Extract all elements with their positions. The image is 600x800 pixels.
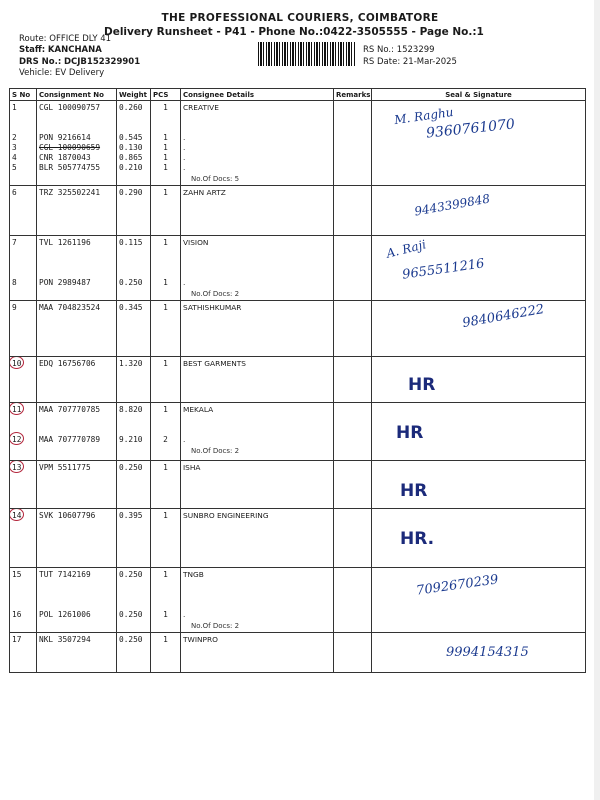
handwritten-signature: M. Raghu (393, 104, 455, 128)
consignment-no: TVL 1261196 (39, 238, 91, 247)
weight-value (119, 258, 148, 268)
pcs-cell (151, 357, 181, 403)
pcs-cell (151, 568, 181, 633)
weight-value: 0.210 (119, 163, 143, 172)
pcs-value: 1 (163, 303, 168, 312)
docs-count: No.Of Docs: 2 (191, 622, 240, 630)
vehicle-label: Vehicle: (19, 68, 53, 78)
table-row (10, 633, 586, 673)
weight-cell (117, 568, 151, 633)
sno-cell (10, 403, 37, 461)
table-row (10, 403, 586, 461)
col-consignment: Consignment No (37, 89, 117, 101)
signature-cell (372, 509, 586, 568)
dot-marker: . (183, 435, 186, 444)
remarks-cell (334, 633, 372, 673)
consignment-cell (37, 301, 117, 357)
consignment-no: SVK 10607796 (39, 511, 96, 520)
consignment-cell (37, 101, 117, 186)
consignee-cell (181, 301, 334, 357)
consignee-name: ZAHN ARTZ (183, 188, 226, 197)
signature-cell (372, 357, 586, 403)
sno-cell (10, 186, 37, 236)
docs-count: No.Of Docs: 5 (191, 175, 240, 183)
sno-cell (10, 633, 37, 673)
pcs-value: 1 (163, 143, 168, 152)
spacer (183, 590, 331, 600)
consignee-cell (181, 186, 334, 236)
rs-no-value: 1523299 (396, 45, 435, 55)
consignee-name: TWINPRO (183, 635, 218, 644)
route-value: OFFICE DLY 41 (49, 34, 112, 44)
remarks-cell (334, 509, 372, 568)
sno-line (12, 113, 34, 123)
sno-value: 14 (12, 511, 21, 521)
weight-value: 9.210 (119, 435, 143, 444)
weight-value (119, 113, 148, 123)
hr-stamp: HR (396, 423, 424, 443)
spacer (183, 248, 331, 258)
handwritten-signature: 9840646222 (461, 301, 546, 332)
consignment-no: NKL 3507294 (39, 635, 91, 644)
pcs-value: 1 (163, 610, 168, 619)
table-row (10, 236, 586, 301)
signature-area (374, 238, 583, 290)
pcs-value (153, 580, 178, 590)
weight-cell (117, 357, 151, 403)
sno-value: 7 (12, 238, 17, 247)
consignment-no (39, 415, 114, 425)
table-row (10, 101, 586, 186)
handwritten-signature: 9655511216 (401, 256, 486, 283)
spacer (183, 580, 331, 590)
sno-line (12, 153, 34, 163)
consignment-no (39, 123, 114, 133)
consignment-no (39, 268, 114, 278)
consignee-cell (181, 633, 334, 673)
pcs-value: 1 (163, 163, 168, 172)
col-signature: Seal & Signature (372, 89, 586, 101)
remarks-cell (334, 357, 372, 403)
weight-value (119, 580, 148, 590)
consignment-cell (37, 236, 117, 301)
consignment-no: TRZ 325502241 (39, 188, 101, 197)
pcs-cell (151, 301, 181, 357)
rs-no-line (363, 45, 435, 55)
sno-line (12, 133, 34, 143)
weight-value (119, 415, 148, 425)
consignee-name: SUNBRO ENGINEERING (183, 511, 269, 520)
pcs-value (153, 268, 178, 278)
consignee-cell (181, 509, 334, 568)
consignment-cell (37, 509, 117, 568)
weight-value (119, 248, 148, 258)
spacer (183, 415, 331, 425)
docs-count: No.Of Docs: 2 (191, 290, 240, 298)
consignment-no: PON 9216614 (39, 133, 91, 142)
handwritten-signature: 9360761070 (425, 116, 516, 142)
consignment-cell (37, 633, 117, 673)
pcs-value: 1 (163, 133, 168, 142)
sno-value: 17 (12, 635, 22, 644)
dot-marker: . (183, 133, 186, 142)
staff-line (19, 45, 102, 55)
circle-mark (10, 509, 25, 522)
weight-cell (117, 403, 151, 461)
staff-value: KANCHANA (47, 45, 102, 55)
weight-value: 0.395 (119, 511, 143, 520)
runsheet-table (9, 88, 586, 673)
sno-value: 16 (12, 610, 22, 619)
vehicle-value: EV Delivery (54, 68, 105, 78)
remarks-cell (334, 236, 372, 301)
consignment-cell (37, 403, 117, 461)
consignment-no: EDQ 16756706 (39, 359, 96, 368)
pcs-value (153, 425, 178, 435)
sno-value: 8 (12, 278, 17, 287)
signature-cell (372, 186, 586, 236)
sno-line (12, 143, 34, 153)
weight-value: 0.115 (119, 238, 143, 247)
weight-cell (117, 101, 151, 186)
weight-value: 0.250 (119, 570, 143, 579)
weight-value: 0.290 (119, 188, 143, 197)
consignment-no: MAA 704823524 (39, 303, 101, 312)
sno-line (12, 163, 34, 173)
consignment-no: POL 1261006 (39, 610, 91, 619)
col-consignee: Consignee Details (181, 89, 334, 101)
signature-cell (372, 403, 586, 461)
weight-value (119, 590, 148, 600)
weight-cell (117, 301, 151, 357)
handwritten-signature: A. Raji (384, 237, 428, 261)
spacer (183, 425, 331, 435)
dot-marker: . (183, 163, 186, 172)
drs-value: DCJB152329901 (63, 57, 141, 67)
signature-cell (372, 101, 586, 186)
sno-value: 11 (12, 405, 21, 415)
sno-line (12, 359, 34, 369)
table-row (10, 301, 586, 357)
sno-line (12, 580, 34, 590)
consignee-cell (181, 101, 334, 186)
sno-value: 4 (12, 153, 17, 162)
pcs-value: 1 (163, 463, 168, 472)
spacer (183, 600, 331, 610)
spacer (183, 268, 331, 278)
sno-line (12, 635, 34, 645)
sno-line (12, 103, 34, 113)
remarks-cell (334, 101, 372, 186)
sno-line (12, 258, 34, 268)
pcs-value: 1 (163, 635, 168, 644)
company-title: THE PROFESSIONAL COURIERS, COIMBATORE (161, 12, 439, 24)
weight-cell (117, 633, 151, 673)
remarks-cell (334, 186, 372, 236)
sno-line (12, 463, 34, 473)
runsheet-subtitle: Delivery Runsheet - P41 - Phone No.:0422-3505555 - Page No.:1 (104, 26, 484, 38)
spacer (183, 113, 331, 123)
weight-value: 0.130 (119, 143, 143, 152)
sno-line (12, 590, 34, 600)
remarks-cell (334, 568, 372, 633)
consignment-cell (37, 186, 117, 236)
consignee-name: BEST GARMENTS (183, 359, 246, 368)
consignment-no: VPM 5511775 (39, 463, 91, 472)
sno-value: 6 (12, 188, 17, 197)
remarks-cell (334, 301, 372, 357)
signature-cell (372, 236, 586, 301)
hr-stamp: HR. (400, 529, 435, 549)
weight-cell (117, 186, 151, 236)
consignment-no (39, 248, 114, 258)
sno-line (12, 303, 34, 313)
remarks-cell (334, 461, 372, 509)
consignee-name: CREATIVE (183, 103, 219, 112)
spacer (183, 258, 331, 268)
consignment-no: MAA 707770785 (39, 405, 101, 414)
circle-mark (10, 461, 25, 474)
sno-cell (10, 461, 37, 509)
pcs-value: 1 (163, 405, 168, 414)
pcs-value (153, 600, 178, 610)
consignee-cell (181, 357, 334, 403)
hr-stamp: HR (400, 481, 428, 501)
rs-date-label: RS Date: (363, 57, 401, 67)
signature-cell (372, 301, 586, 357)
sno-cell (10, 568, 37, 633)
consignment-no: MAA 707770789 (39, 435, 101, 444)
weight-value: 0.345 (119, 303, 143, 312)
consignment-no (39, 600, 114, 610)
col-pcs: PCS (151, 89, 181, 101)
table-row (10, 509, 586, 568)
route-line (19, 34, 111, 44)
dot-marker: . (183, 278, 186, 287)
barcode (258, 42, 356, 66)
pcs-value (153, 258, 178, 268)
weight-value: 0.250 (119, 278, 143, 287)
signature-area (374, 635, 583, 670)
vehicle-line (19, 68, 104, 78)
weight-value: 0.250 (119, 463, 143, 472)
weight-cell (117, 509, 151, 568)
pcs-value: 1 (163, 103, 168, 112)
pcs-cell (151, 403, 181, 461)
consignee-cell (181, 236, 334, 301)
consignment-no: TUT 7142169 (39, 570, 91, 579)
table-row (10, 357, 586, 403)
weight-value: 0.545 (119, 133, 143, 142)
sno-cell (10, 357, 37, 403)
consignee-name: TNGB (183, 570, 204, 579)
rs-no-label: RS No.: (363, 45, 394, 55)
consignment-no: CGL 100090757 (39, 103, 101, 112)
consignee-cell (181, 461, 334, 509)
weight-value (119, 600, 148, 610)
rs-date-line (363, 57, 457, 67)
sno-value: 12 (12, 435, 21, 445)
sno-cell (10, 509, 37, 568)
signature-cell (372, 633, 586, 673)
consignment-no (39, 580, 114, 590)
sno-line (12, 188, 34, 198)
sno-cell (10, 101, 37, 186)
weight-value: 0.250 (119, 610, 143, 619)
consignment-no: PON 2989487 (39, 278, 91, 287)
sno-line (12, 570, 34, 580)
sno-line (12, 600, 34, 610)
col-weight: Weight (117, 89, 151, 101)
pcs-value (153, 590, 178, 600)
sno-line (12, 435, 34, 445)
staff-label: Staff: (19, 45, 46, 55)
sno-line (12, 123, 34, 133)
consignment-no (39, 590, 114, 600)
sno-line (12, 248, 34, 258)
sno-cell (10, 301, 37, 357)
sno-line (12, 511, 34, 521)
scan-edge (594, 0, 600, 800)
sno-line (12, 268, 34, 278)
consignee-cell (181, 568, 334, 633)
signature-area (374, 405, 583, 458)
signature-area (374, 463, 583, 506)
consignment-cell (37, 461, 117, 509)
weight-value: 0.250 (119, 635, 143, 644)
sno-value: 2 (12, 133, 17, 142)
consignment-no (39, 113, 114, 123)
sno-line (12, 238, 34, 248)
pcs-cell (151, 633, 181, 673)
consignment-no: CNR 1870043 (39, 153, 91, 162)
weight-value: 0.260 (119, 103, 143, 112)
consignment-cell (37, 357, 117, 403)
consignee-name: VISION (183, 238, 209, 247)
sno-line (12, 278, 34, 288)
sno-value: 9 (12, 303, 17, 312)
pcs-value: 1 (163, 238, 168, 247)
sno-line (12, 415, 34, 425)
table-row (10, 461, 586, 509)
drs-line (19, 57, 140, 67)
hr-stamp: HR (408, 375, 436, 395)
consignment-no: BLR 505774755 (39, 163, 101, 172)
weight-value (119, 425, 148, 435)
sno-value: 13 (12, 463, 21, 473)
weight-cell (117, 461, 151, 509)
signature-area (374, 103, 583, 183)
pcs-cell (151, 186, 181, 236)
table-row (10, 568, 586, 633)
consignee-name: MEKALA (183, 405, 214, 414)
pcs-value: 1 (163, 278, 168, 287)
pcs-cell (151, 461, 181, 509)
pcs-value: 2 (163, 435, 168, 444)
pcs-value (153, 123, 178, 133)
consignee-name: SATHISHKUMAR (183, 303, 242, 312)
pcs-value: 1 (163, 570, 168, 579)
consignment-no: CGL 100090659 (39, 143, 101, 152)
weight-value: 0.865 (119, 153, 143, 162)
sno-value: 15 (12, 570, 22, 579)
pcs-cell (151, 236, 181, 301)
table-header-row (10, 89, 586, 101)
pcs-value: 1 (163, 511, 168, 520)
dot-marker: . (183, 143, 186, 152)
dot-marker: . (183, 610, 186, 619)
signature-cell (372, 568, 586, 633)
pcs-value (153, 113, 178, 123)
route-label: Route: (19, 34, 47, 44)
sno-line (12, 610, 34, 620)
handwritten-signature: 7092670239 (415, 572, 500, 599)
pcs-value: 1 (163, 188, 168, 197)
weight-value (119, 268, 148, 278)
circle-mark (10, 357, 25, 370)
pcs-cell (151, 101, 181, 186)
signature-area (374, 359, 583, 400)
remarks-cell (334, 403, 372, 461)
circle-mark (10, 432, 25, 445)
sno-value: 1 (12, 103, 17, 112)
weight-value (119, 123, 148, 133)
col-sno: S No (10, 89, 37, 101)
pcs-value (153, 248, 178, 258)
handwritten-signature: 9443399848 (413, 191, 491, 219)
signature-cell (372, 461, 586, 509)
pcs-cell (151, 509, 181, 568)
spacer (183, 123, 331, 133)
table-row (10, 186, 586, 236)
signature-area (374, 188, 583, 233)
consignment-no (39, 258, 114, 268)
consignment-no (39, 425, 114, 435)
pcs-value (153, 415, 178, 425)
sno-value: 3 (12, 143, 17, 152)
signature-area (374, 570, 583, 617)
rs-date-value: 21-Mar-2025 (402, 57, 457, 67)
pcs-value: 1 (163, 153, 168, 162)
col-remarks: Remarks (334, 89, 372, 101)
drs-label: DRS No.: (19, 57, 62, 67)
signature-area (374, 511, 583, 565)
sno-value: 10 (12, 359, 21, 369)
sno-cell (10, 236, 37, 301)
dot-marker: . (183, 153, 186, 162)
signature-area (374, 303, 583, 354)
weight-value: 8.820 (119, 405, 143, 414)
pcs-value: 1 (163, 359, 168, 368)
sno-value: 5 (12, 163, 17, 172)
docs-count: No.Of Docs: 2 (191, 447, 240, 455)
consignee-name: ISHA (183, 463, 201, 472)
weight-cell (117, 236, 151, 301)
consignee-cell (181, 403, 334, 461)
weight-value: 1.320 (119, 359, 143, 368)
sno-line (12, 405, 34, 415)
handwritten-signature: 9994154315 (446, 645, 529, 660)
consignment-cell (37, 568, 117, 633)
circle-mark (10, 403, 25, 416)
